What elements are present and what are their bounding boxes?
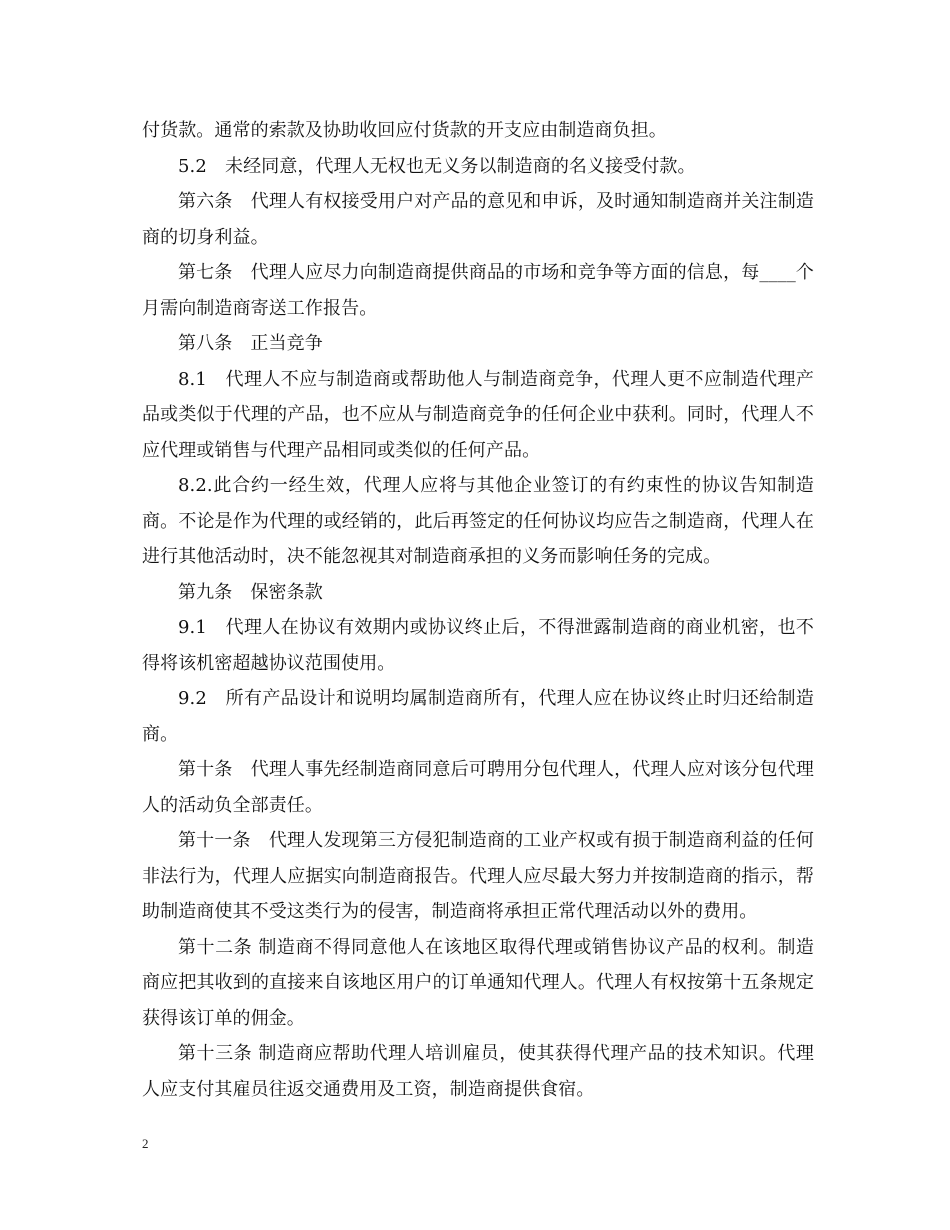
paragraph-clause-8-2: 8.2.此合约一经生效，代理人应将与其他企业签订的有约束性的协议告知制造商。不论是作为代理的或经销的，此后再签定的任何协议均应告之制造商，代理人在进行其他活动时，决不能忽视其对制造商承担的义务而影响任务的完成。 [142, 475, 814, 567]
heading-article-9: 第九条 保密条款 [178, 581, 323, 603]
document-body [142, 113, 814, 1107]
paragraph-article-12: 第十二条 制造商不得同意他人在该地区取得代理或销售协议产品的权利。制造商应把其收到的直接来自该地区用户的订单通知代理人。代理人有权按第十五条规定获得该订单的佣金。 [142, 936, 814, 1029]
paragraph-clause-9-1: 9.1 代理人在协议有效期内或协议终止后，不得泄露制造商的商业机密，也不得将该机密超越协议范围使用。 [142, 617, 814, 674]
heading-article-8: 第八条 正当竞争 [178, 333, 323, 354]
paragraph-clause-9-2: 9.2 所有产品设计和说明均属制造商所有，代理人应在协议终止时归还给制造商。 [142, 688, 814, 745]
paragraph-article-7: 第七条 代理人应尽力向制造商提供商品的市场和竞争等方面的信息，每____个月需向制造商寄送工作报告。 [142, 262, 814, 319]
paragraph-article-10: 第十条 代理人事先经制造商同意后可聘用分包代理人，代理人应对该分包代理人的活动负全部责任。 [142, 759, 814, 816]
paragraph-continuation: 付货款。通常的索款及协助收回应付货款的开支应由制造商负担。 [142, 120, 667, 141]
page-number: 2 [142, 1136, 149, 1151]
paragraph-clause-8-1: 8.1 代理人不应与制造商或帮助他人与制造商竞争，代理人更不应制造代理产品或类似于代理的产品，也不应从与制造商竞争的任何企业中获利。同时，代理人不应代理或销售与代理产品相同或类似的任何产品。 [142, 368, 814, 461]
paragraph-article-6: 第六条 代理人有权接受用户对产品的意见和申诉，及时通知制造商并关注制造商的切身利益。 [142, 191, 814, 248]
paragraph-clause-5-2: 5.2 未经同意，代理人无权也无义务以制造商的名义接受付款。 [178, 155, 696, 177]
paragraph-article-11: 第十一条 代理人发现第三方侵犯制造商的工业产权或有损于制造商利益的任何非法行为，代理人应据实向制造商报告。代理人应尽最大努力并按制造商的指示，帮助制造商使其不受这类行为的侵害，制造商将承担正常代理活动以外的费用。 [142, 830, 814, 922]
paragraph-article-13: 第十三条 制造商应帮助代理人培训雇员，使其获得代理产品的技术知识。代理人应支付其雇员往返交通费用及工资，制造商提供食宿。 [142, 1043, 814, 1100]
